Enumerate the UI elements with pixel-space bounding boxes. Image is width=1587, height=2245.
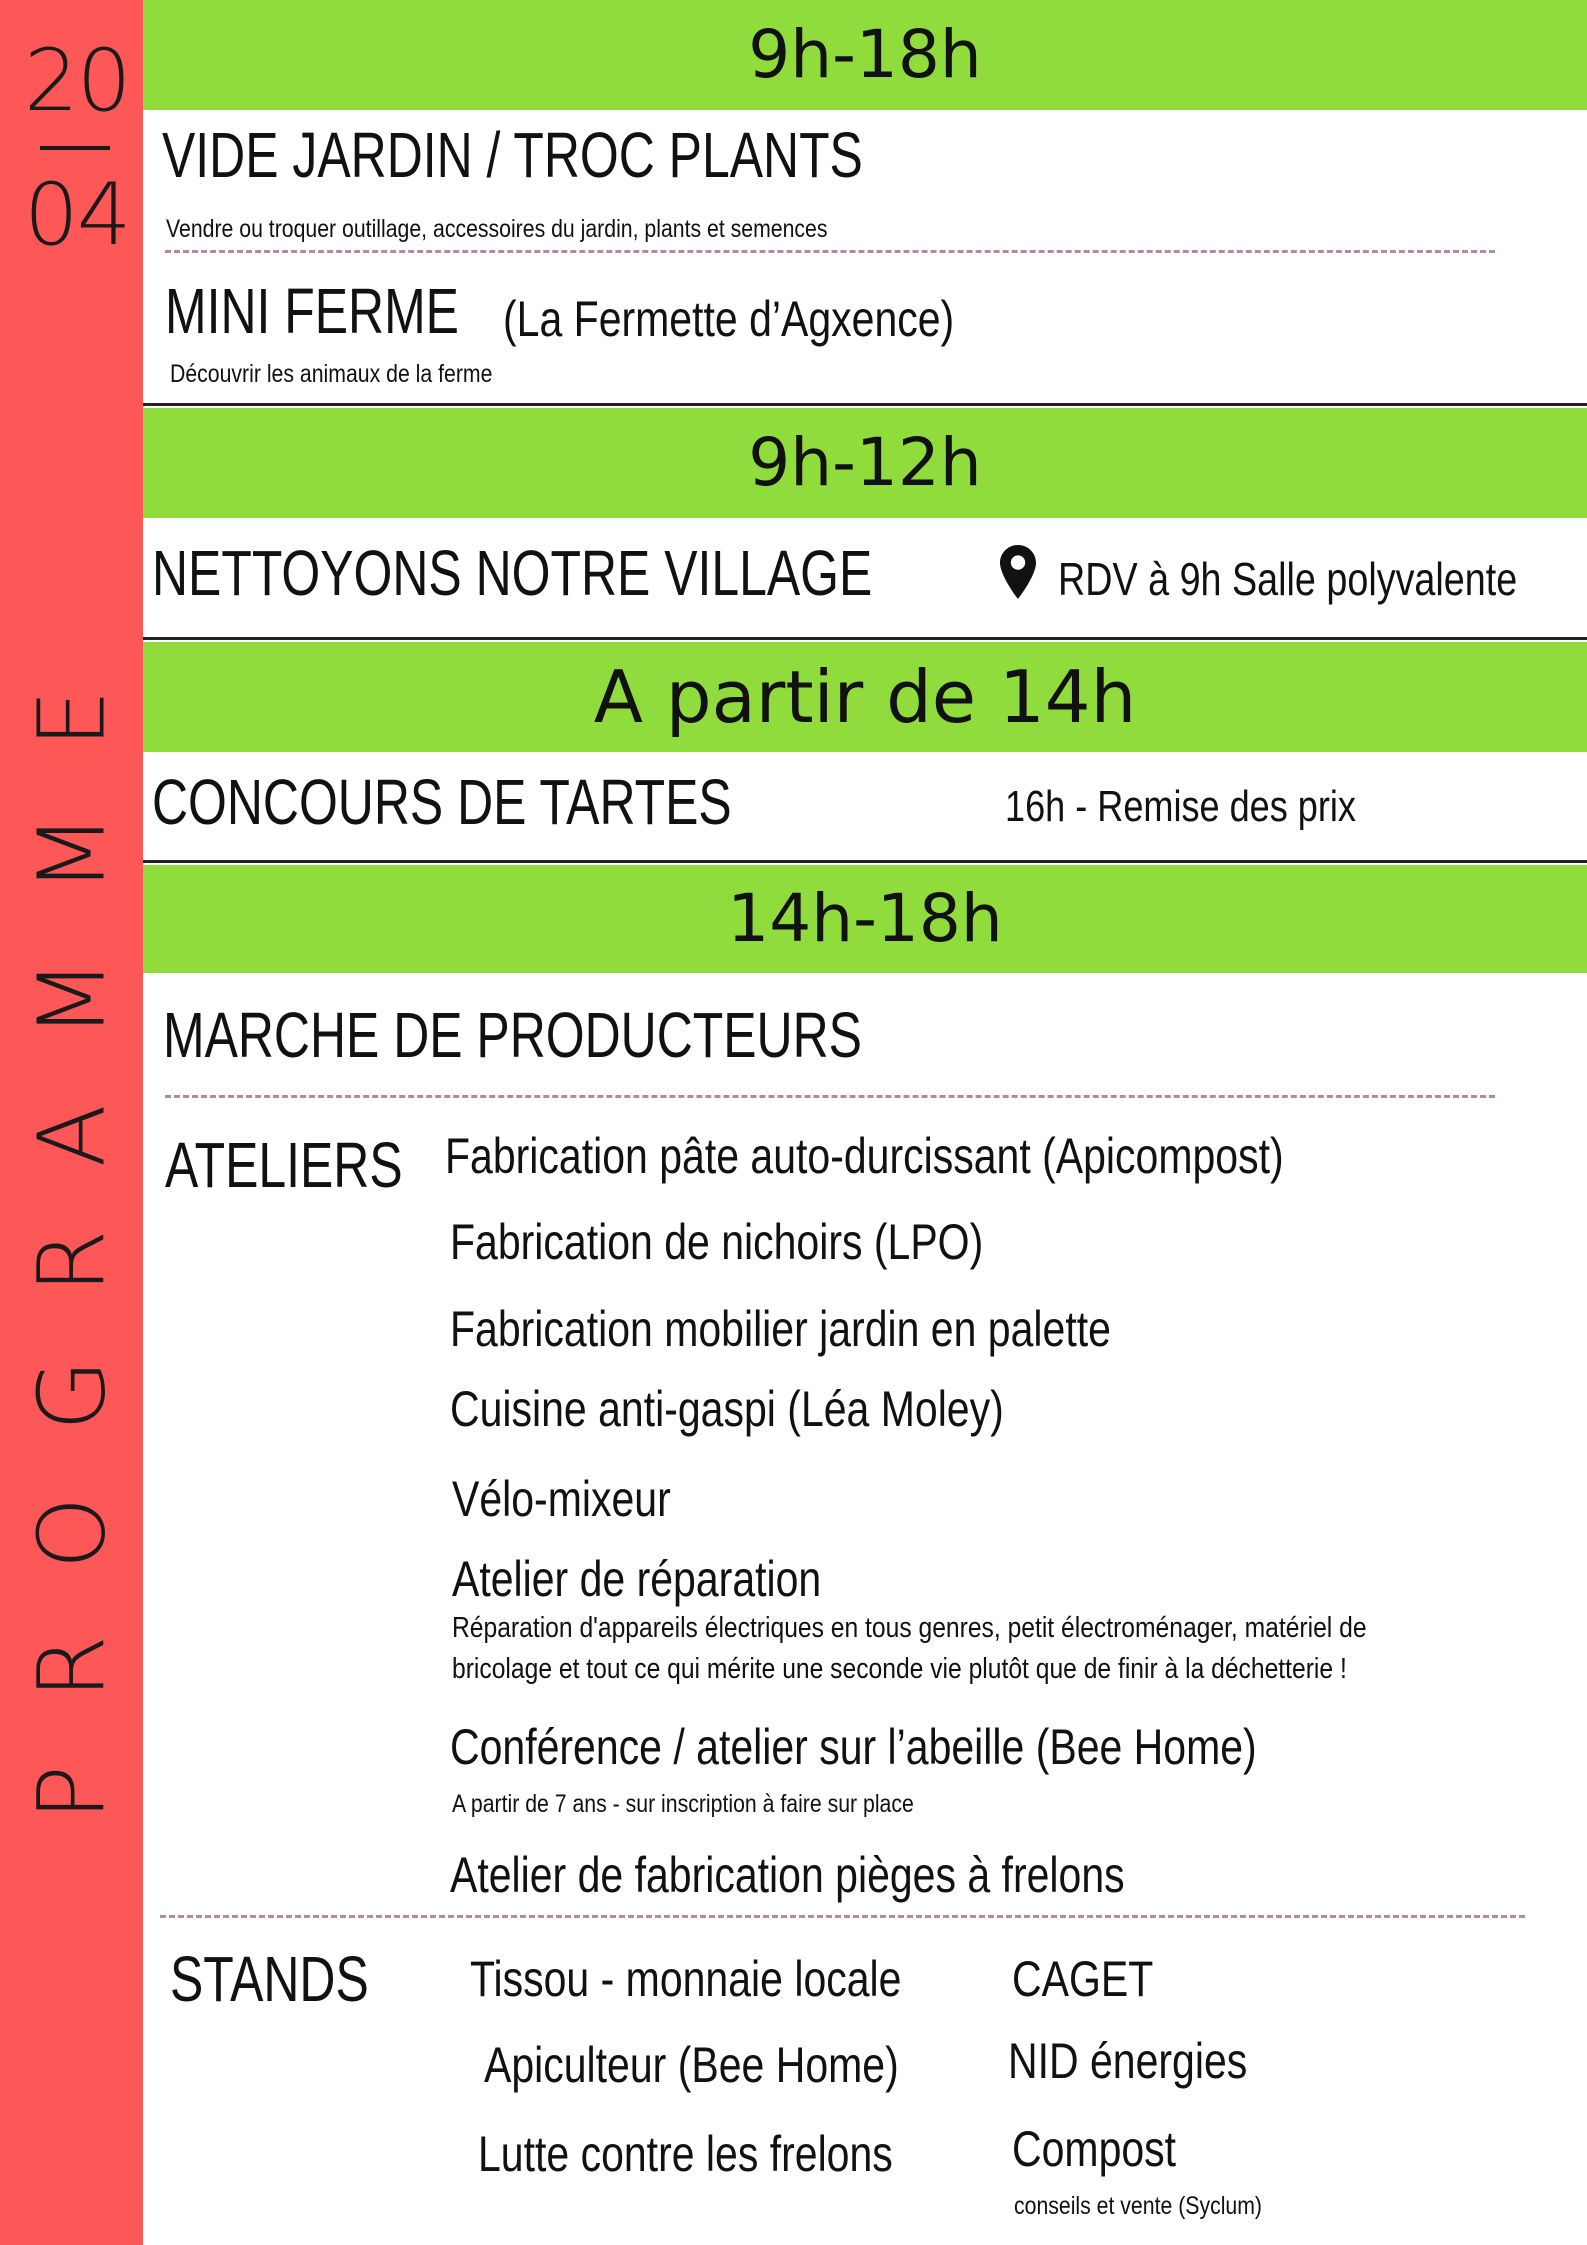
vide-jardin-title: VIDE JARDIN / TROC PLANTS	[162, 119, 863, 191]
atelier-item: Fabrication mobilier jardin en palette	[450, 1301, 1111, 1357]
atelier-item: Atelier de fabrication pièges à frelons	[450, 1847, 1125, 1903]
mini-ferme-subtitle: (La Fermette d’Agxence)	[503, 291, 955, 347]
stand-item: NID énergies	[1008, 2033, 1248, 2089]
atelier-item: Vélo-mixeur	[452, 1471, 671, 1527]
ateliers-label: ATELIERS	[165, 1129, 403, 1201]
divider	[165, 1095, 1495, 1098]
repair-desc-line: bricolage et tout ce qui mérite une seconde vie plutôt que de finir à la déchetterie !	[452, 1653, 1347, 1685]
divider	[160, 1915, 1525, 1918]
map-pin-icon	[1000, 542, 1036, 602]
stand-item: Compost	[1012, 2121, 1177, 2177]
atelier-item: Fabrication pâte auto-durcissant (Apicompost)	[445, 1128, 1284, 1184]
rdv-text: RDV à 9h Salle polyvalente	[1058, 553, 1518, 605]
section-rule	[143, 860, 1587, 863]
conference-desc: A partir de 7 ans - sur inscription à faire sur place	[452, 1790, 914, 1818]
stand-item: CAGET	[1012, 1951, 1154, 2007]
date-separator	[40, 146, 110, 150]
stand-item: Tissou - monnaie locale	[470, 1951, 902, 2007]
repair-desc-line: Réparation d'appareils électriques en tous genres, petit électroménager, matériel de	[452, 1612, 1367, 1644]
time-band-9h-18h: 9h-18h	[143, 0, 1587, 110]
date-day: 20	[24, 31, 130, 131]
time-band-14h-18h: 14h-18h	[143, 865, 1587, 973]
stands-label: STANDS	[170, 1943, 369, 2015]
divider	[165, 250, 1495, 253]
atelier-item: Cuisine anti-gaspi (Léa Moley)	[450, 1381, 1004, 1437]
atelier-item: Conférence / atelier sur l’abeille (Bee Home)	[450, 1719, 1257, 1775]
atelier-item: Fabrication de nichoirs (LPO)	[450, 1214, 984, 1270]
time-band-14h: A partir de 14h	[143, 642, 1587, 752]
time-band-9h-12h: 9h-12h	[143, 408, 1587, 518]
mini-ferme-title: MINI FERME	[165, 275, 459, 347]
nettoyons-title: NETTOYONS NOTRE VILLAGE	[152, 537, 873, 609]
compost-desc: conseils et vente (Syclum)	[1014, 2192, 1263, 2220]
date-sidebar	[0, 0, 143, 2245]
stand-item: Apiculteur (Bee Home)	[484, 2037, 899, 2093]
mini-ferme-desc: Découvrir les animaux de la ferme	[170, 360, 493, 388]
marche-producteurs-title: MARCHE DE PRODUCTEURS	[163, 999, 862, 1071]
stand-item: Lutte contre les frelons	[478, 2126, 893, 2182]
concours-title: CONCOURS DE TARTES	[152, 766, 732, 838]
atelier-item: Atelier de réparation	[452, 1551, 822, 1607]
remise-prix-note: 16h - Remise des prix	[1005, 782, 1356, 831]
programme-title: PROGRAMME	[18, 623, 126, 1821]
vide-jardin-desc: Vendre ou troquer outillage, accessoires du jardin, plants et semences	[166, 215, 828, 243]
section-rule	[143, 637, 1587, 640]
section-rule	[143, 403, 1587, 406]
date-month: 04	[24, 165, 130, 265]
